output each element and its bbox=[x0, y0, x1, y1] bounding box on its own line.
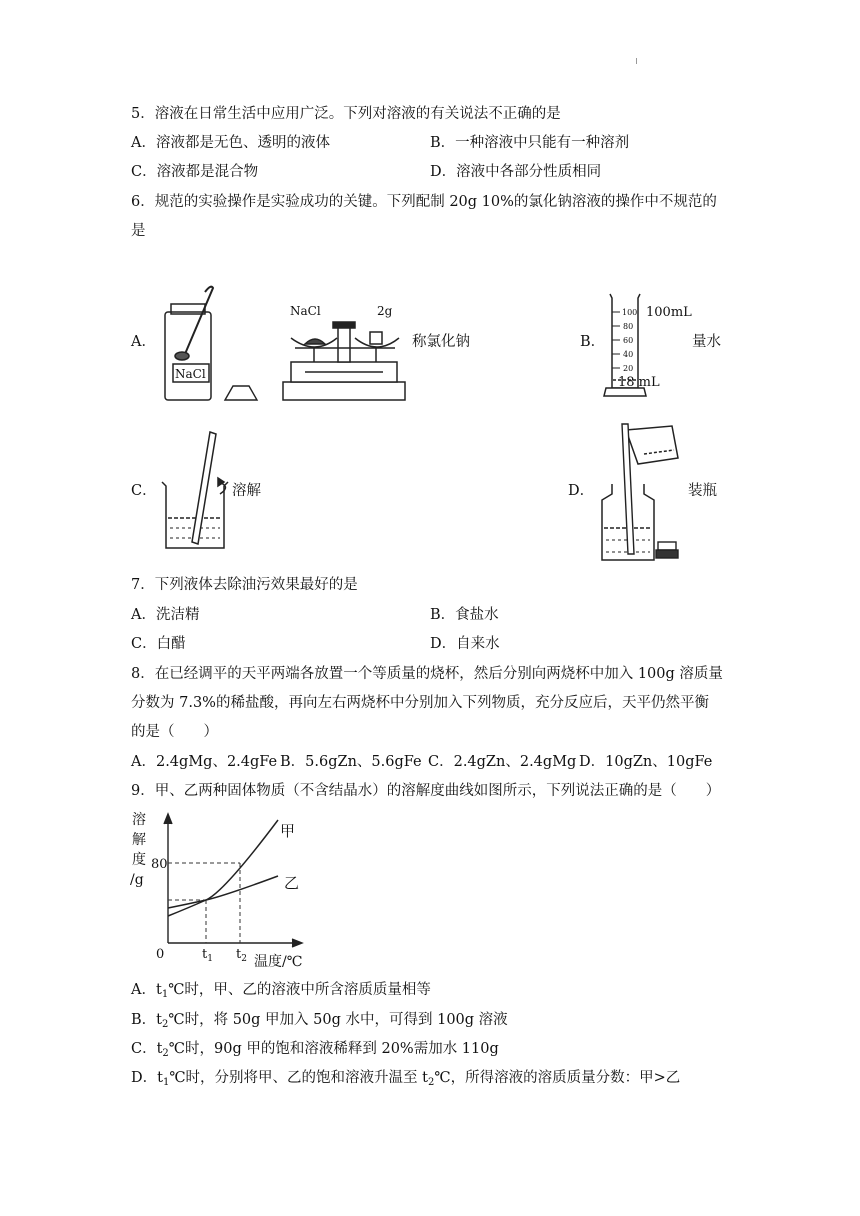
jar-label: NaCl bbox=[175, 367, 206, 381]
q7-stem: 7．下列液体去除油污效果最好的是 bbox=[131, 577, 358, 593]
right-pan-label: 2g bbox=[377, 304, 393, 318]
q7-option-a: A．洗洁精 bbox=[131, 607, 200, 623]
q6-a-letter: A． bbox=[131, 334, 156, 350]
header-mark bbox=[636, 58, 637, 64]
stopper-icon bbox=[656, 542, 678, 558]
q6-d-caption: 装瓶 bbox=[688, 483, 717, 499]
q5-stem: 5．溶液在日常生活中应用广泛。下列对溶液的有关说法不正确的是 bbox=[131, 106, 561, 122]
q5-option-d: D．溶液中各部分性质相同 bbox=[430, 164, 602, 180]
q5-option-c: C．溶液都是混合物 bbox=[131, 164, 259, 180]
scale-100: 100 bbox=[622, 308, 638, 317]
pouring-beaker-icon bbox=[626, 426, 678, 464]
q5-option-b: B．一种溶液中只能有一种溶剂 bbox=[430, 135, 630, 151]
q9-option-a: A．$t_1℃$时，甲、乙的溶液中所含溶质质量相等 bbox=[131, 982, 431, 1000]
x-axis-label: 温度/℃ bbox=[254, 954, 303, 970]
t1-label: $t_1$ bbox=[202, 947, 213, 964]
q8-option-c: C．2.4gZn、2.4gMg bbox=[428, 754, 577, 770]
q8-option-b: B．5.6gZn、5.6gFe bbox=[280, 754, 422, 770]
q7-option-d: D．自来水 bbox=[430, 636, 500, 652]
series-jia-label: 甲 bbox=[280, 822, 296, 840]
solubility-graph bbox=[128, 808, 318, 973]
q6-b-letter: B． bbox=[580, 334, 606, 350]
stopper-icon bbox=[225, 386, 257, 400]
ylabel-char-3: 度 bbox=[132, 852, 146, 868]
t2-label: $t_2$ bbox=[236, 947, 247, 964]
dissolving-figure bbox=[158, 428, 238, 553]
q9-option-d: D．$t_1℃$时，分别将甲、乙的饱和溶液升温至 $t_2℃$，所得溶液的溶质质量分数：甲>乙 bbox=[131, 1070, 681, 1088]
ylabel-char-4: /g bbox=[130, 872, 144, 888]
y-value-label: 80 bbox=[151, 857, 168, 872]
q6-c-letter: C． bbox=[131, 483, 157, 499]
balance-icon bbox=[283, 322, 405, 400]
q8-option-a: A．2.4gMg、2.4gFe bbox=[131, 754, 278, 770]
q6-d-letter: D． bbox=[568, 483, 595, 499]
volume-label: 100mL bbox=[646, 305, 692, 320]
q6-stem-line2: 是 bbox=[131, 223, 146, 239]
guide-lines bbox=[168, 863, 240, 943]
q6-a-caption: 称氯化钠 bbox=[412, 334, 470, 350]
q8-stem-line2: 分数为 7.3%的稀盐酸，再向左右两烧杯中分别加入下列物质，充分反应后，天平仍然平衡 bbox=[131, 695, 709, 711]
ylabel-char-1: 溶 bbox=[132, 812, 146, 828]
scale-60: 60 bbox=[623, 336, 634, 345]
reagent-jar-icon bbox=[165, 287, 213, 400]
scale-20: 20 bbox=[623, 364, 634, 373]
reading-label: 18 mL bbox=[618, 375, 660, 390]
q6-b-caption: 量水 bbox=[692, 334, 721, 350]
series-yi-label: 乙 bbox=[284, 874, 300, 892]
q9-option-c: C．$t_2℃$时，90g 甲的饱和溶液稀释到 20%需加水 110g bbox=[131, 1041, 499, 1059]
q9-option-b: B．$t_2℃$时，将 50g 甲加入 50g 水中，可得到 100g 溶液 bbox=[131, 1012, 508, 1030]
curve-jia bbox=[168, 820, 278, 916]
glass-rod-icon bbox=[192, 432, 226, 544]
q7-option-c: C．白醋 bbox=[131, 636, 186, 652]
q7-option-b: B．食盐水 bbox=[430, 607, 499, 623]
left-pan-label: NaCl bbox=[290, 304, 321, 318]
scale-80: 80 bbox=[623, 322, 634, 331]
q8-stem-line3: 的是（ ） bbox=[131, 724, 218, 740]
bottling-figure bbox=[598, 414, 688, 564]
curve-yi bbox=[168, 876, 278, 908]
weighing-figure bbox=[155, 282, 415, 407]
q8-option-d: D．10gZn、10gFe bbox=[579, 754, 713, 770]
q9-stem: 9．甲、乙两种固体物质（不含结晶水）的溶解度曲线如图所示，下列说法正确的是（ ） bbox=[131, 783, 721, 799]
ylabel-char-2: 解 bbox=[132, 832, 146, 848]
q8-stem-line1: 8．在已经调平的天平两端各放置一个等质量的烧杯，然后分别向两烧杯中加入 100g 溶质量 bbox=[131, 666, 723, 682]
q5-option-a: A．溶液都是无色、透明的液体 bbox=[131, 135, 330, 151]
q6-c-caption: 溶解 bbox=[232, 483, 261, 499]
q6-stem-line1: 6．规范的实验操作是实验成功的关键。下列配制 20g 10%的氯化钠溶液的操作中不规范的 bbox=[131, 194, 717, 210]
origin-label: 0 bbox=[156, 947, 165, 962]
cylinder-figure bbox=[600, 288, 700, 400]
scale-40: 40 bbox=[623, 350, 634, 359]
